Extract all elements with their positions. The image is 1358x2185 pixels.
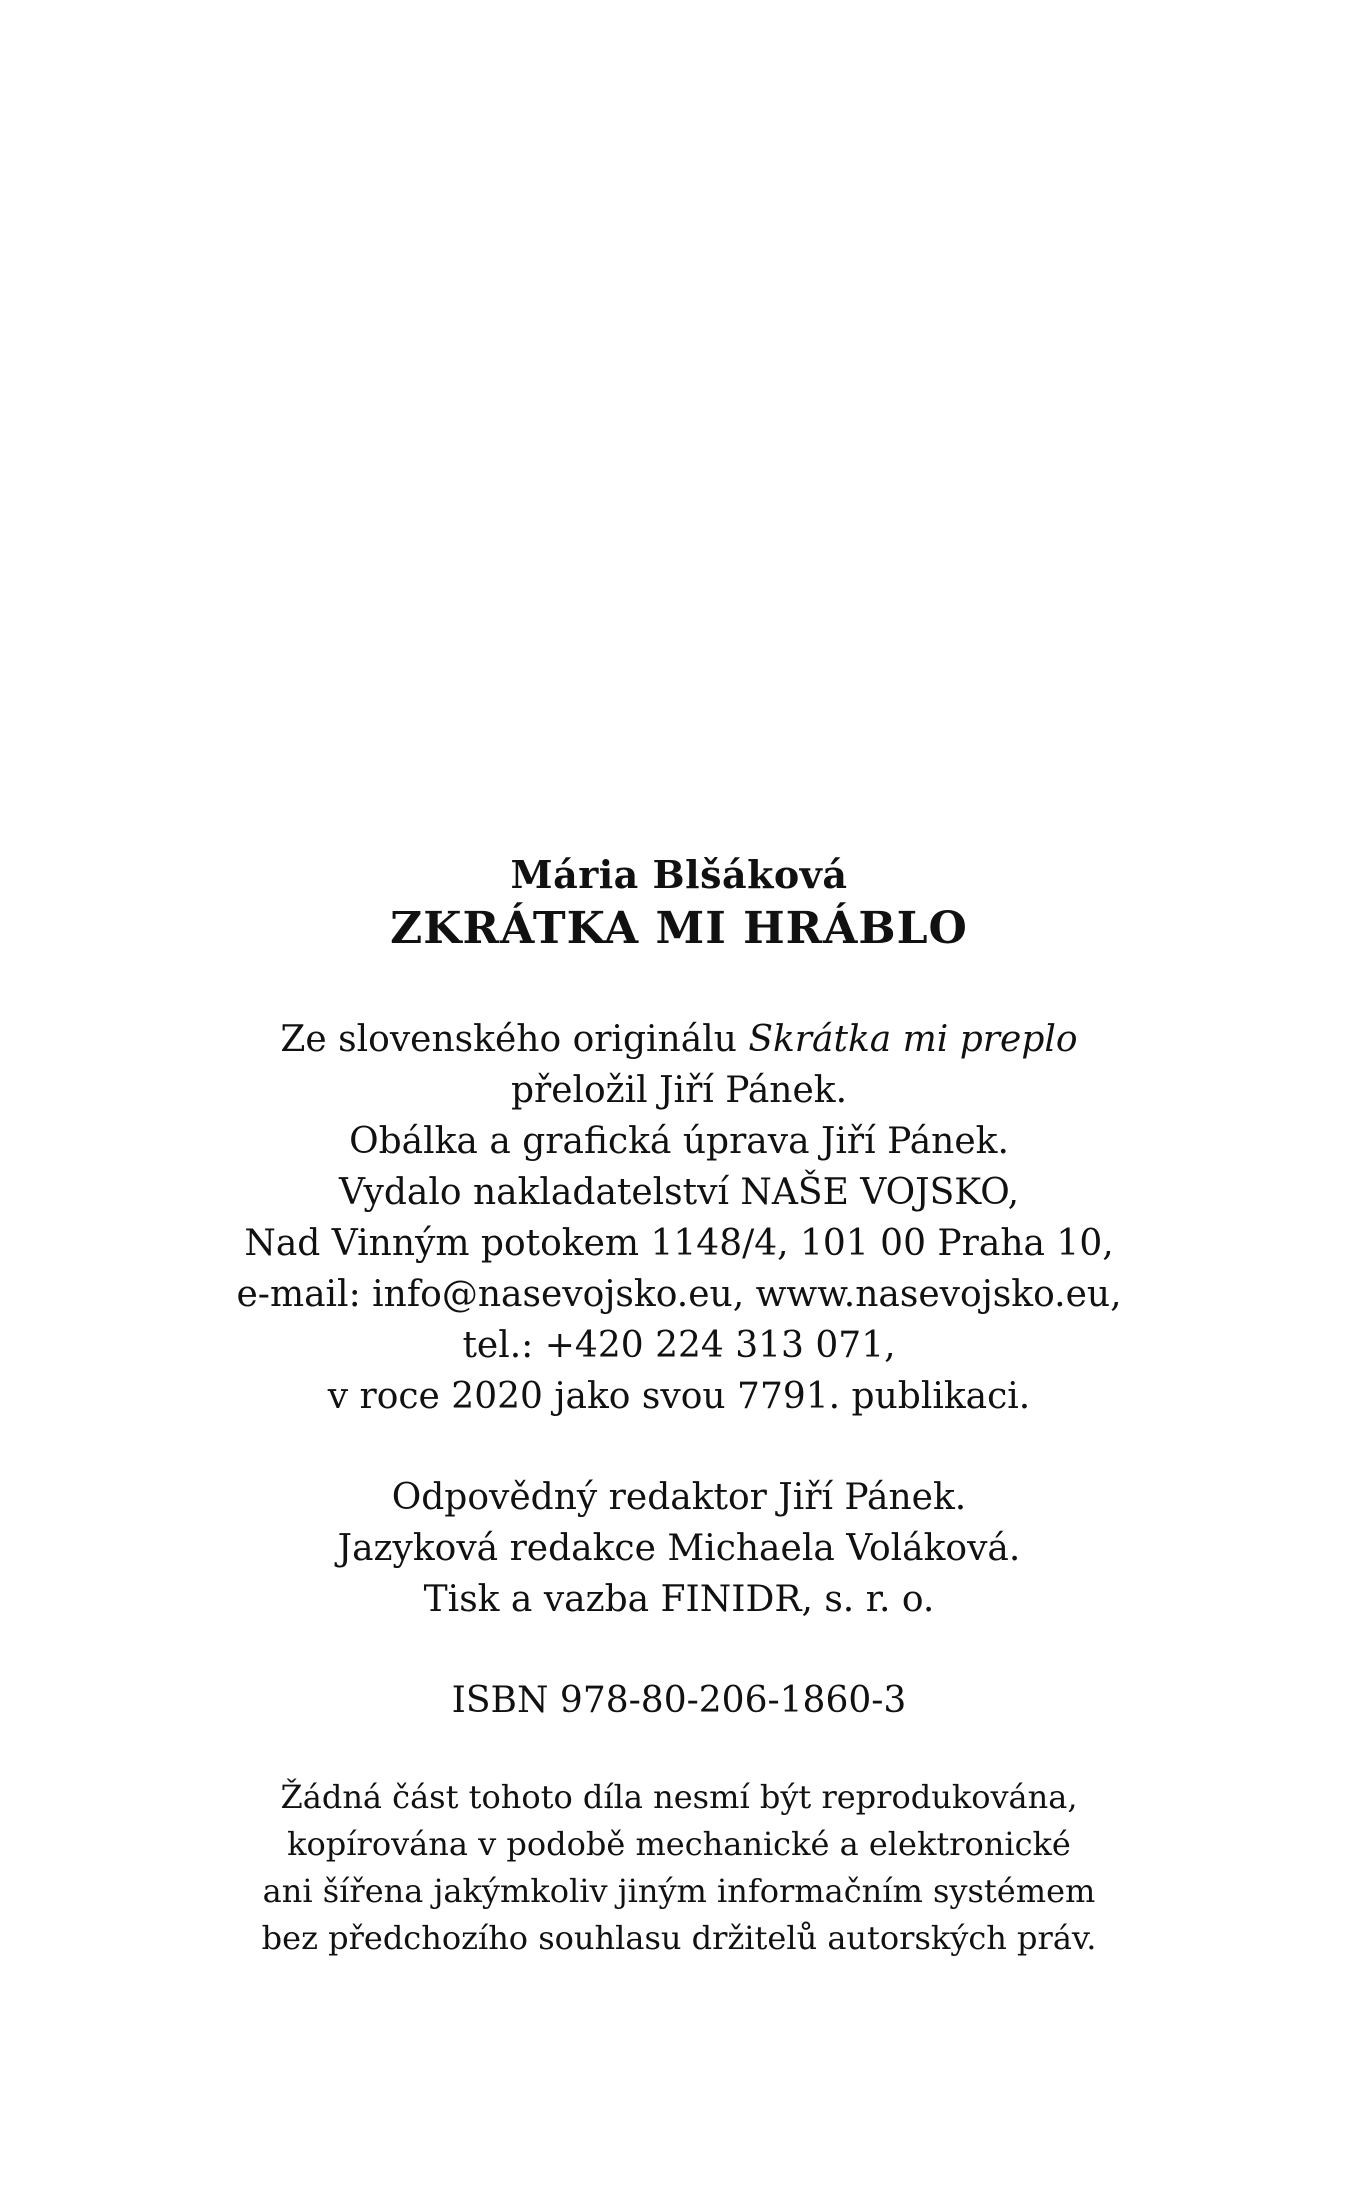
rights-line: ani šířena jakýmkoliv jiným informačním systémem [262, 1872, 1096, 1910]
language-editor-line: Jazyková redakce Michaela Voláková. [337, 1528, 1021, 1569]
rights-line: Žádná část tohoto díla nesmí být reprodukována, [280, 1778, 1078, 1816]
copyright-notice [0, 1774, 1358, 1962]
editors-info [0, 1472, 1358, 1625]
editor-line: Odpovědný redaktor Jiří Pánek. [391, 1477, 967, 1518]
cover-design-line: Obálka a grafická úprava Jiří Pánek. [349, 1121, 1009, 1162]
rights-line: bez předchozího souhlasu držitelů autorských práv. [261, 1919, 1097, 1957]
original-prefix: Ze slovenského originálu [280, 1019, 749, 1060]
imprint-page [0, 850, 1358, 1962]
publication-year-line: v roce 2020 jako svou 7791. publikaci. [327, 1376, 1031, 1417]
original-line [0, 1014, 1358, 1065]
rights-line: kopírována v podobě mechanické a elektronické [287, 1825, 1071, 1863]
book-title: ZKRÁTKA MI HRÁBLO [390, 903, 968, 954]
edition-info [0, 1014, 1358, 1422]
isbn: ISBN 978-80-206-1860-3 [451, 1680, 907, 1721]
printer-line: Tisk a vazba FINIDR, s. r. o. [423, 1579, 935, 1620]
phone-line: tel.: +420 224 313 071, [462, 1325, 896, 1366]
contact-line: e-mail: info@nasevojsko.eu, www.nasevojsko.eu, [236, 1274, 1122, 1315]
publisher-line: Vydalo nakladatelství NAŠE VOJSKO, [338, 1172, 1020, 1213]
original-title: Skrátka mi preplo [748, 1019, 1078, 1060]
translator-line: přeložil Jiří Pánek. [510, 1070, 848, 1111]
author-name: Mária Blšáková [510, 852, 848, 897]
address-line: Nad Vinným potokem 1148/4, 101 00 Praha 10, [244, 1223, 1114, 1264]
